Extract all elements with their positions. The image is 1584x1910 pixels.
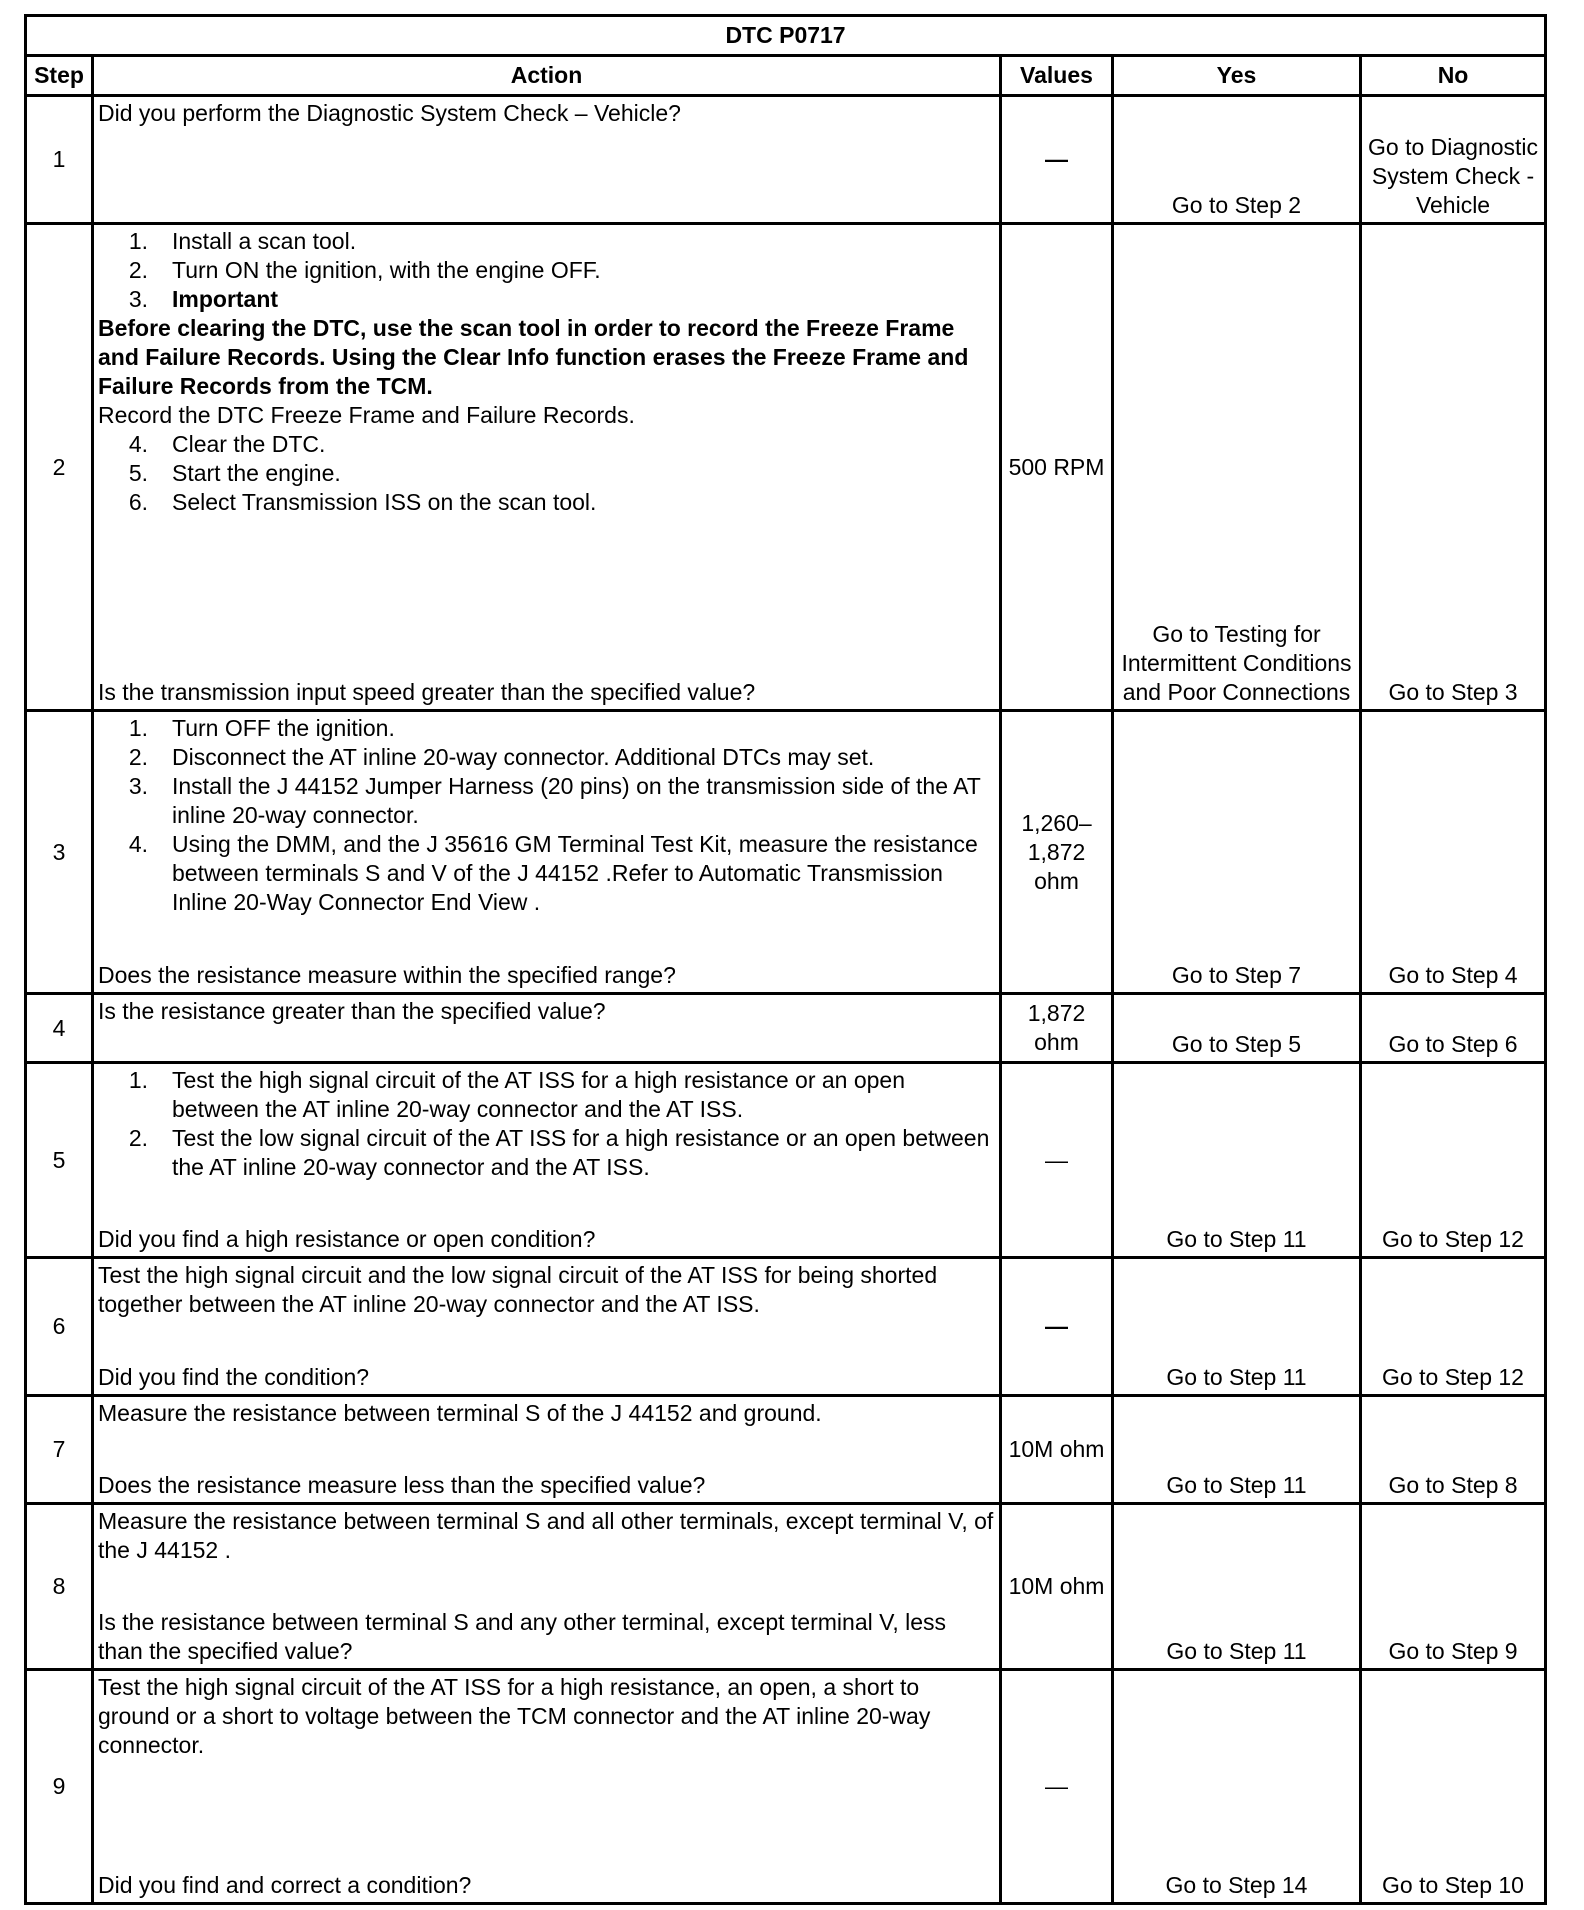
step-number: 2 <box>26 224 93 711</box>
table-title: DTC P0717 <box>26 16 1546 56</box>
action-text: Measure the resistance between terminal S and all other terminals, except terminal V, of the J 44152 . <box>98 1508 994 1563</box>
no-link[interactable]: Go to Diagnostic System Check - Vehicle <box>1361 96 1546 224</box>
header-no: No <box>1361 56 1546 96</box>
list-item: 6. Select Transmission ISS on the scan tool. <box>128 489 597 515</box>
yes-link[interactable]: Go to Step 11 <box>1113 1396 1361 1504</box>
no-link[interactable]: Go to Step 12 <box>1361 1258 1546 1396</box>
action-text: Is the resistance greater than the specified value? <box>98 998 606 1024</box>
action-text: Measure the resistance between terminal S of the J 44152 and ground. <box>98 1400 822 1426</box>
step-number: 8 <box>26 1504 93 1670</box>
step-number: 7 <box>26 1396 93 1504</box>
value-cell: — <box>1001 1258 1113 1396</box>
list-item: 2. Turn ON the ignition, with the engine OFF. <box>128 257 601 283</box>
action-cell <box>93 1504 1001 1670</box>
header-values: Values <box>1001 56 1113 96</box>
yes-link[interactable]: Go to Step 2 <box>1113 96 1361 224</box>
no-link[interactable]: Go to Step 10 <box>1361 1670 1546 1904</box>
yes-link[interactable]: Go to Step 11 <box>1113 1258 1361 1396</box>
action-cell <box>93 96 1001 224</box>
table-row <box>26 1063 1546 1258</box>
table-row <box>26 1670 1546 1904</box>
action-question: Did you find a high resistance or open condition? <box>98 1226 596 1252</box>
no-link[interactable]: Go to Step 12 <box>1361 1063 1546 1258</box>
header-yes: Yes <box>1113 56 1361 96</box>
action-text: Did you perform the Diagnostic System Check – Vehicle? <box>98 100 681 126</box>
action-question: Is the resistance between terminal S and any other terminal, except terminal V, less than the specified value? <box>98 1609 947 1664</box>
table-row <box>26 994 1546 1063</box>
list-item: 3. Install the J 44152 Jumper Harness (20 pins) on the transmission side of the AT inline 20-way connector. <box>128 773 981 828</box>
action-cell <box>93 711 1001 994</box>
list-item: 2. Test the low signal circuit of the AT ISS for a high resistance or an open between the AT inline 20-way connector and the AT ISS. <box>128 1125 990 1180</box>
step-number: 3 <box>26 711 93 994</box>
action-list <box>98 1066 995 1182</box>
value-cell: 10M ohm <box>1001 1396 1113 1504</box>
list-item: 5. Start the engine. <box>128 460 341 486</box>
list-item: 1. Test the high signal circuit of the AT ISS for a high resistance or an open between the AT inline 20-way connector and the AT ISS. <box>128 1067 906 1122</box>
header-step: Step <box>26 56 93 96</box>
list-item: 2. Disconnect the AT inline 20-way connector. Additional DTCs may set. <box>128 744 875 770</box>
step-number: 6 <box>26 1258 93 1396</box>
action-question: Did you find and correct a condition? <box>98 1872 472 1898</box>
step-number: 1 <box>26 96 93 224</box>
value-cell: 1,260–1,872 ohm <box>1001 711 1113 994</box>
list-item: 4. Clear the DTC. <box>128 431 326 457</box>
list-item: 4. Using the DMM, and the J 35616 GM Terminal Test Kit, measure the resistance between terminals S and V of the J 44152 .Refer to Automatic Transmission Inline 20-Way Connector End View . <box>128 831 978 915</box>
record-note: Record the DTC Freeze Frame and Failure Records. <box>98 402 635 428</box>
action-question: Is the transmission input speed greater than the specified value? <box>98 679 756 705</box>
step-number: 5 <box>26 1063 93 1258</box>
table-row <box>26 96 1546 224</box>
yes-link[interactable]: Go to Step 5 <box>1113 994 1361 1063</box>
action-list <box>98 714 995 917</box>
table-row <box>26 1504 1546 1670</box>
important-note: Before clearing the DTC, use the scan tool in order to record the Freeze Frame and Failure Records. Using the Clear Info function erases the Freeze Frame and Failure Records from the TCM. <box>98 315 969 399</box>
important-label: Important <box>172 286 279 312</box>
no-link[interactable]: Go to Step 4 <box>1361 711 1546 994</box>
value-cell: 10M ohm <box>1001 1504 1113 1670</box>
action-text: Test the high signal circuit of the AT ISS for a high resistance, an open, a short to ground or a short to voltage between the TCM connector and the AT inline 20-way connector. <box>98 1674 931 1758</box>
table-row <box>26 224 1546 711</box>
yes-link[interactable]: Go to Step 11 <box>1113 1063 1361 1258</box>
yes-link[interactable]: Go to Step 7 <box>1113 711 1361 994</box>
table-row <box>26 711 1546 994</box>
action-cell <box>93 994 1001 1063</box>
list-item: 1. Install a scan tool. <box>128 228 357 254</box>
dtc-table <box>24 14 1547 1905</box>
action-cell <box>93 224 1001 711</box>
action-cell <box>93 1670 1001 1904</box>
no-link[interactable]: Go to Step 3 <box>1361 224 1546 711</box>
action-question: Did you find the condition? <box>98 1364 370 1390</box>
value-cell: — <box>1001 1670 1113 1904</box>
action-question: Does the resistance measure less than the specified value? <box>98 1472 706 1498</box>
action-cell <box>93 1258 1001 1396</box>
header-action: Action <box>93 56 1001 96</box>
no-link[interactable]: Go to Step 6 <box>1361 994 1546 1063</box>
value-cell: 1,872 ohm <box>1001 994 1113 1063</box>
yes-link[interactable]: Go to Testing for Intermittent Conditions and Poor Connections <box>1113 224 1361 711</box>
no-link[interactable]: Go to Step 9 <box>1361 1504 1546 1670</box>
action-text: Test the high signal circuit and the low signal circuit of the AT ISS for being shorted together between the AT inline 20-way connector and the AT ISS. <box>98 1262 938 1317</box>
yes-link[interactable]: Go to Step 14 <box>1113 1670 1361 1904</box>
action-cell <box>93 1063 1001 1258</box>
table-row <box>26 1396 1546 1504</box>
step-number: 9 <box>26 1670 93 1904</box>
value-cell: — <box>1001 1063 1113 1258</box>
value-cell: — <box>1001 96 1113 224</box>
value-cell: 500 RPM <box>1001 224 1113 711</box>
no-link[interactable]: Go to Step 8 <box>1361 1396 1546 1504</box>
action-question: Does the resistance measure within the specified range? <box>98 962 676 988</box>
list-item: 3. Important <box>98 285 995 314</box>
list-item: 1. Turn OFF the ignition. <box>128 715 395 741</box>
step-number: 4 <box>26 994 93 1063</box>
header-row <box>26 56 1546 96</box>
action-cell <box>93 1396 1001 1504</box>
yes-link[interactable]: Go to Step 11 <box>1113 1504 1361 1670</box>
action-list <box>98 430 995 517</box>
title-row <box>26 16 1546 56</box>
action-list <box>98 227 995 314</box>
table-row <box>26 1258 1546 1396</box>
